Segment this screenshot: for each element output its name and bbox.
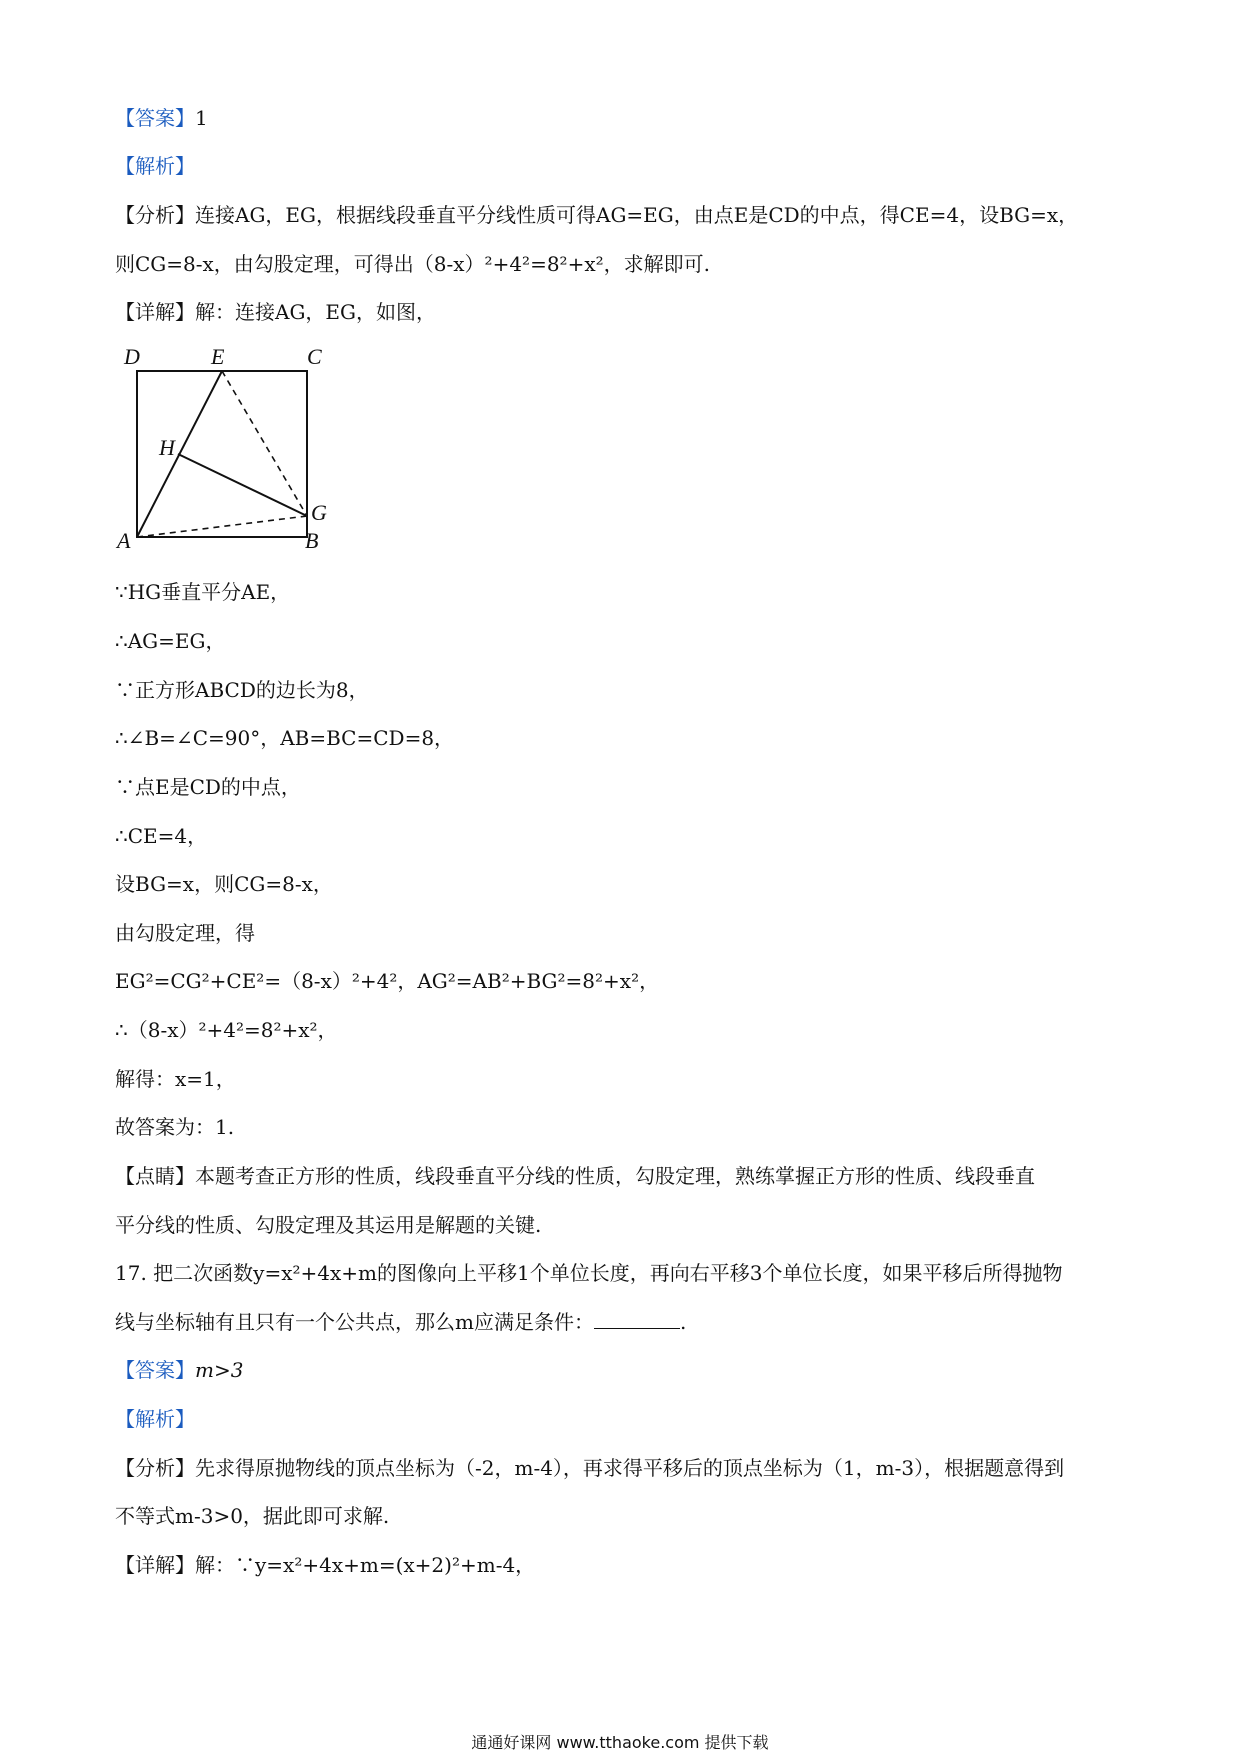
fenxi-text: 连接AG，EG，根据线段垂直平分线性质可得AG=EG，由点E是CD的中点，得CE=4，设BG=x， xyxy=(195,203,1079,227)
q17-question-text: 线与坐标轴有且只有一个公共点，那么m应满足条件： xyxy=(115,1310,594,1334)
step-8: 由勾股定理，得 xyxy=(115,921,255,945)
answer-value: 1 xyxy=(195,106,208,130)
label-e: E xyxy=(211,344,225,369)
q17-question-end: . xyxy=(679,1310,687,1334)
jiexi-tag: 【解析】 xyxy=(115,1407,195,1431)
q17-question-line1: 17. 把二次函数y=x²+4x+m的图像向上平移1个单位长度，再向右平移3个单位长度，如果平移后所得抛物 xyxy=(115,1261,1063,1285)
square-figure xyxy=(110,342,350,556)
answer-blank xyxy=(594,1310,680,1329)
answer-tag: 【答案】 xyxy=(115,106,195,130)
step-7: 设BG=x，则CG=8-x， xyxy=(115,872,333,896)
label-d: D xyxy=(124,344,140,369)
segment-ag xyxy=(137,516,307,537)
xiangjie-text: 解：连接AG，EG，如图， xyxy=(195,300,436,324)
jiexi-tag: 【解析】 xyxy=(115,154,195,178)
q17-question-line2 xyxy=(115,1308,686,1336)
step-9: EG²=CG²+CE²=（8-x）²+4²，AG²=AB²+BG²=8²+x²， xyxy=(115,969,660,993)
q16-answer-line xyxy=(115,104,208,132)
q17-answer-line xyxy=(115,1356,243,1384)
dianjing-text: 本题考查正方形的性质，线段垂直平分线的性质，勾股定理，熟练掌握正方形的性质、线段垂直 xyxy=(195,1164,1035,1188)
dianjing-tag: 【点睛】 xyxy=(115,1164,195,1188)
fenxi-tag: 【分析】 xyxy=(115,203,195,227)
label-g: G xyxy=(311,500,327,525)
xiangjie-tag: 【详解】 xyxy=(115,1553,195,1577)
step-2: ∴AG=EG， xyxy=(115,629,226,653)
step-11: 解得：x=1， xyxy=(115,1067,236,1091)
step-1: ∵HG垂直平分AE， xyxy=(115,580,291,604)
page-footer: 通通好课网 www.tthaoke.com 提供下载 xyxy=(471,1733,769,1752)
q16-fenxi-line2: 则CG=8-x，由勾股定理，可得出（8-x）²+4²=8²+x²，求解即可. xyxy=(115,252,710,276)
q17-jiexi xyxy=(115,1405,195,1433)
step-10: ∴（8-x）²+4²=8²+x²， xyxy=(115,1018,338,1042)
q16-xiangjie xyxy=(115,298,436,326)
step-4: ∴∠B=∠C=90°，AB=BC=CD=8， xyxy=(115,726,455,750)
geometry-diagram xyxy=(110,342,350,556)
answer-value: m>3 xyxy=(195,1358,244,1382)
step-12: 故答案为：1. xyxy=(115,1115,235,1139)
q16-fenxi-line1 xyxy=(115,201,1078,229)
xiangjie-text: 解：∵y=x²+4x+m=(x+2)²+m-4， xyxy=(195,1553,536,1577)
label-a: A xyxy=(117,528,131,553)
q16-jiexi xyxy=(115,152,195,180)
q17-xiangjie xyxy=(115,1551,535,1579)
dianjing-line1 xyxy=(115,1162,1035,1190)
fenxi-tag: 【分析】 xyxy=(115,1456,195,1480)
step-3: ∵正方形ABCD的边长为8， xyxy=(115,678,369,702)
label-h: H xyxy=(159,435,175,460)
q17-fenxi-line1 xyxy=(115,1454,1064,1482)
dianjing-line2: 平分线的性质、勾股定理及其运用是解题的关键. xyxy=(115,1213,542,1237)
segment-eg xyxy=(222,371,307,516)
fenxi-text: 先求得原抛物线的顶点坐标为（-2，m-4），再求得平移后的顶点坐标为（1，m-3），根据题意得到 xyxy=(195,1456,1065,1480)
step-6: ∴CE=4， xyxy=(115,824,208,848)
q17-fenxi-line2: 不等式m-3>0，据此即可求解. xyxy=(115,1504,390,1528)
label-b: B xyxy=(305,528,319,553)
label-c: C xyxy=(307,344,322,369)
segment-hg xyxy=(178,454,307,516)
answer-tag: 【答案】 xyxy=(115,1358,195,1382)
step-5: ∵点E是CD的中点， xyxy=(115,775,301,799)
xiangjie-tag: 【详解】 xyxy=(115,300,195,324)
